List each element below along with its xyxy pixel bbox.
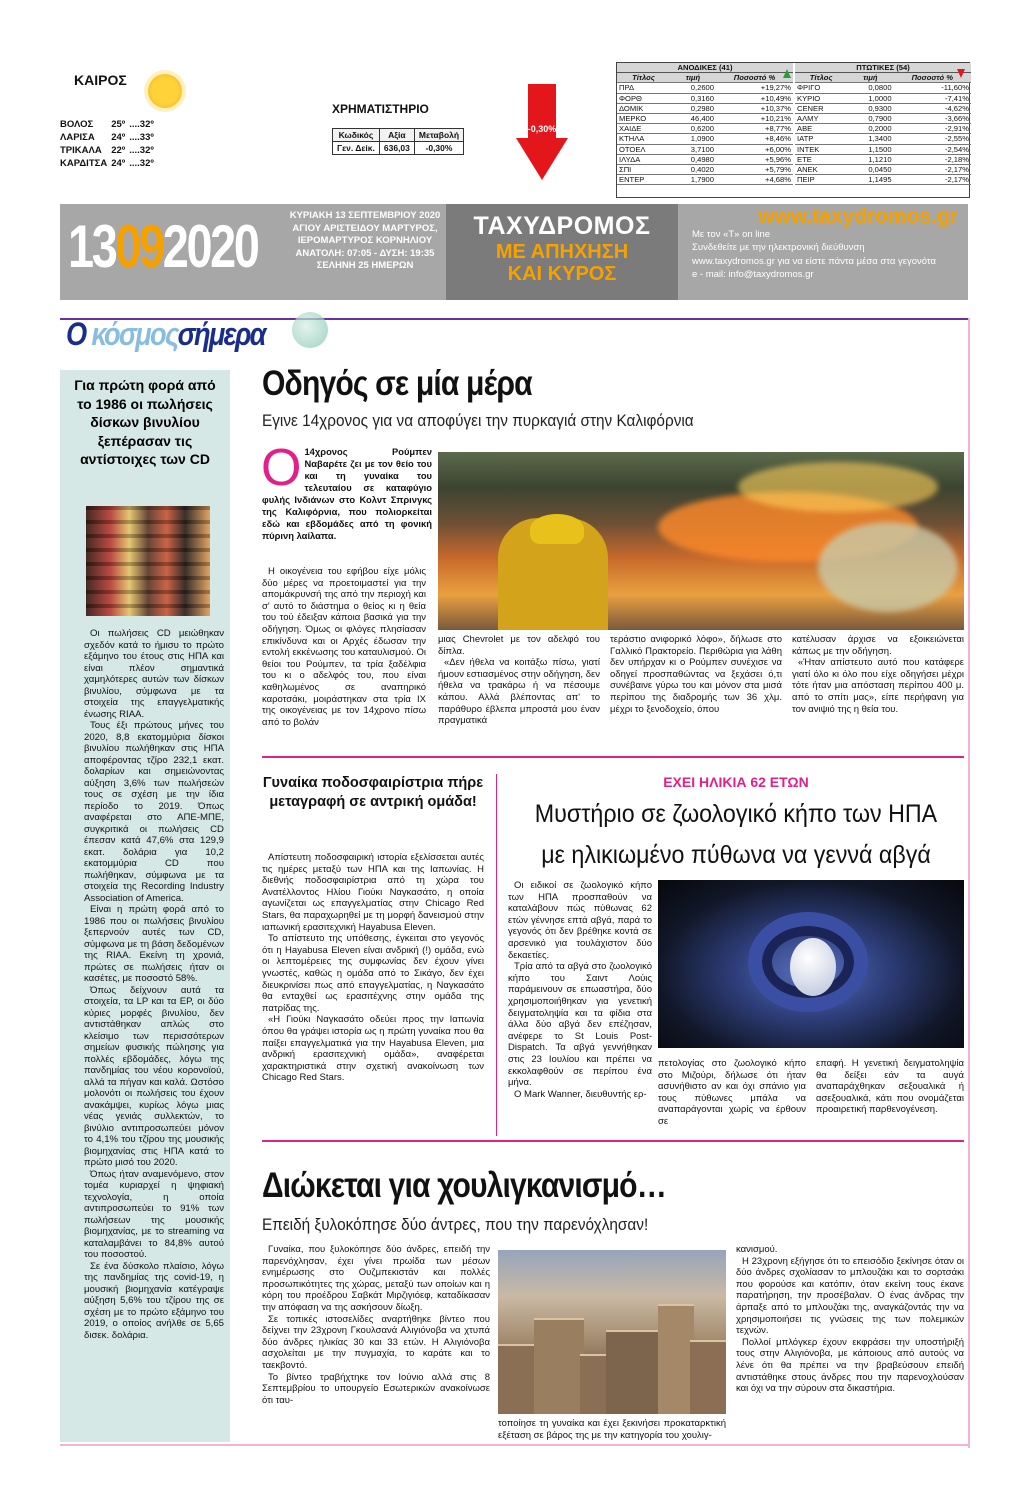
- day-info: [280, 210, 450, 273]
- paragraph: Οι πωλήσεις CD μειώθηκαν σχεδόν κατά το ήμισυ το πρώτο εξάμηνο του έτους στις ΗΠΑ και είναι πλέον σημαντικά χαμηλότερες αυτών των δίσκων βινυλίου, σύμφωνα με τα στοιχεία της επαγγελματικής ένωσης RIAA.: [84, 628, 224, 720]
- paragraph: Πολλοί μπλόγκερ έχουν εκφράσει την υποστήριξή τους στην Αλιγιόνοβα, με κάποιους από αυτούς να λένε ότι θα πρέπει να την βραβεύσουν επειδή αντιστάθηκε στους άνδρες που την παρενοχλούσαν και όχι να την σύρουν στα δικαστήρια.: [736, 1336, 964, 1395]
- divider: [262, 1140, 964, 1142]
- percent: -2,17%: [894, 175, 971, 185]
- article3-col2: [658, 1058, 806, 1128]
- price: 0,9300: [847, 103, 893, 113]
- sidebar-body: [84, 628, 224, 1341]
- article3-kicker: ΕΧΕΙ ΗΛΙΚΙΑ 62 ΕΤΩΝ: [663, 774, 809, 790]
- stock-cell: -0,30%: [414, 142, 463, 155]
- ticker: ΕΤΕ: [795, 154, 847, 164]
- temp-min: 24º: [111, 158, 126, 169]
- paper-name: ΤΑΧΥΔΡΟΜΟΣ: [473, 212, 651, 240]
- percent: -2,55%: [894, 134, 971, 144]
- market-row: [617, 154, 793, 164]
- web-info: [686, 204, 968, 300]
- percent: -3,66%: [894, 114, 971, 124]
- gainers-table: [617, 63, 793, 185]
- sun-icon: [148, 74, 182, 108]
- stock-header: Κωδικός: [333, 129, 380, 142]
- masthead-banner: [60, 204, 968, 300]
- price: 0,0800: [847, 83, 893, 93]
- ticker: ΔΟΜΙΚ: [617, 103, 670, 113]
- article3-col3: [816, 1058, 964, 1116]
- day-info-line: ΚΥΡΙΑΚΗ 13 ΣΕΠΤΕΜΒΡΙΟΥ 2020: [289, 210, 441, 221]
- percent: +19,27%: [716, 83, 793, 93]
- price: 0,7900: [847, 114, 893, 124]
- weather-label: ΚΑΙΡΟΣ: [74, 72, 127, 88]
- article1-lead: [261, 439, 432, 542]
- globe-icon: [292, 312, 328, 348]
- paragraph: Οι ειδικοί σε ζωολογικό κήπο των ΗΠΑ προσπαθούν να καταλάβουν πώς πύθωνας 62 ετών γέννησε επτά αβγά, παρά το γεγονός ότι δεν βρέθηκε κοντά σε αρσενικό για τουλάχιστον δύο δεκαετίες.: [508, 880, 652, 961]
- paragraph: πετολογίας στο ζωολογικό κήπο στο Μιζούρι, δήλωσε ότι ήταν ασυνήθιστο αν και όχι σπάνιο για τους πύθωνες μπάλα να αναπαράγονται χωρίς να έρθουν σε: [658, 1058, 806, 1127]
- date-day: 13: [68, 213, 116, 280]
- percent: -2,18%: [894, 154, 971, 164]
- market-tables: [616, 62, 970, 198]
- market-header: τιμή: [847, 73, 893, 83]
- market-row: [617, 175, 793, 185]
- city-photo: [498, 1250, 726, 1414]
- paragraph: Τρία από τα αβγά στο ζωολογικό κήπο του Σαιντ Λούις παράμεινουν σε επωαστήρα, δύο χρησιμοποιήθηκαν για γενετική δειγματοληψία και τα φίδια στα άλλα δύο αβγά δεν επέζησαν, ανέφερε το St Louis Post-Dispatch. Τα αβγά γεννήθηκαν στις 23 Ιουλίου και πρέπει να εκκολαφθούν σε περίπου ένα μήνα.: [508, 961, 652, 1089]
- ticker: ΑΛΜΥ: [795, 114, 847, 124]
- market-row: [795, 144, 971, 154]
- price: 1,1495: [847, 175, 893, 185]
- article1-col3: [610, 634, 782, 715]
- temp-min: 25º: [111, 119, 126, 130]
- market-row: [795, 165, 971, 175]
- temp-min: 24º: [111, 132, 126, 143]
- paragraph: Το απίστευτο της υπόθεσης, έγκειται στο γεγονός ότι η Hayabusa Eleven είναι ανδρική (!) ομάδα, ενώ οι λεπτομέρειες της συμφωνίας δεν έχουν γίνει γνωστές, καθώς η ομάδα από το Σικάγο, δεν έχει διευκρινίσει πως από επαγγελματίας, η Ναγκασάτο θα ενταχθεί ως ερασιτέχνης στην ομάδα της πατρίδας της.: [262, 933, 484, 1014]
- paragraph: Τους έξι πρώτους μήνες του 2020, 8,8 εκατομμύρια δίσκοι βινυλίου πωλήθηκαν στις ΗΠΑ αποφέροντας τζίρο 232,1 εκατ. δολαρίων και σημειώνοντας αύξηση 3,6% των πωλήσεών τους σε σχέση με την ίδια περίοδο το 2019. Όπως αναφέρεται στο ΑΠΕ-ΜΠΕ, συγκριτικά οι πωλήσεις CD έπεσαν κατά 47,6% στα 129,9 εκατ. δολάρια για 10,2 εκατομμύρια CD που πωλήθηκαν, σύμφωνα με τα στοιχεία της Recording Industry Association of America.: [84, 720, 224, 904]
- paragraph: επαφή. Η γενετική δειγματοληψία θα δείξει εάν τα αυγά αναπαράχθηκαν σεξουαλικά ή ασεξουαλικά, κάτι που ονομάζεται προαιρετική παρθενογένεση.: [816, 1058, 964, 1116]
- market-row: [795, 124, 971, 134]
- big-date: [68, 212, 258, 281]
- article3-col1: [508, 880, 652, 1100]
- title-line: Μυστήριο σε ζωολογικό κήπο των ΗΠΑ: [534, 800, 938, 828]
- price: 0,2000: [847, 124, 893, 134]
- paper-slogan: ΜΕ ΑΠΗΧΗΣΗ: [495, 241, 629, 263]
- ticker: ΠΕΙΡ: [795, 175, 847, 185]
- city-name: ΤΡΙΚΑΛΑ: [60, 145, 102, 156]
- ticker: ΦΟΡΘ: [617, 93, 670, 103]
- ticker: ΟΤΟΕΛ: [617, 144, 670, 154]
- percent: -2,91%: [894, 124, 971, 134]
- paragraph: Σε ένα δύσκολο πλαίσιο, λόγω της πανδημίας της covid-19, η μουσική βιομηχανία κατέγραψε αύξηση 5,6% του τζίρου της σε σχέση με το πρώτο εξάμηνο του 2019, ο οποίος ανήλθε σε 5,65 δισεκ. δολάρια.: [84, 1260, 224, 1341]
- temp-max: ....32º: [129, 145, 154, 156]
- drop-cap: Ο: [261, 439, 302, 497]
- city-name: ΚΑΡΔΙΤΣΑ: [60, 158, 108, 169]
- paragraph: Σε τοπικές ιστοσελίδες αναρτήθηκε βίντεο που δείχνει την 23χρονη Γκουλσανά Αλιγιόνοβα να χτυπά δύο άνδρες ηλικίας 30 και 33 ετών. Η Αλιγιόνοβα ασχολείται με την πυγμαχία, το καράτε και το ταεκβοντό.: [262, 1313, 490, 1371]
- price: 3,7100: [670, 144, 716, 154]
- paragraph: Η οικογένεια του εφήβου είχε μόλις δύο μέρες να προετοιμαστεί για την απομάκρυνσή της από την περιοχή και σ' αυτό το διάστημα ο θείος κι η θεία του τού έδειξαν κάποια βασικά για την οδήγηση. Όμως οι φλόγες πλησίασαν επικίνδυνα και οι Αρχές έδωσαν την εντολή εκκένωσης του καταυλισμού. Οι θείοι του Ρούμπεν, τα τρία ξαδέλφια του κι ο αδελφός του, που είναι καθηλωμένος σε αναπηρικό καροτσάκι, μοιράστηκαν στα τρία ΙΧ της οικογένειας με τον 14χρονο πίσω από το βολάν: [262, 566, 426, 728]
- paragraph: Όπως ήταν αναμενόμενο, στον τομέα κυριαρχεί η ψηφιακή τεχνολογία, η οποία αντιπροσωπεύει το 91% των πωλήσεων της μουσικής βιομηχανίας, με το streaming να καταλαμβάνει το 84,8% αυτού του ποσοστού.: [84, 1168, 224, 1260]
- python-photo: [658, 880, 964, 1048]
- paragraph: Η 23χρονη εξήγησε ότι το επεισόδιο ξεκίνησε όταν οι δύο άνδρες σχολίασαν το μπλουζάκι και το σορτσάκι που φορούσε και κατόπιν, όταν εκείνη τους έκανε παρατήρηση, την προσέβαλαν. Ο ένας άνδρας την άρπαξε από το μπλουζάκι της, αναγκάζοντάς την να χρησιμοποιήσει τις γνώσεις της των πολεμικών τεχνών.: [736, 1255, 964, 1337]
- market-row: [795, 93, 971, 103]
- paragraph: «Η Γιούκι Ναγκασάτο οδεύει προς την Ιαπωνία όπου θα γράψει ιστορία ως η πρώτη γυναίκα που θα παίξει επαγγελματικά για την Hayabusa Eleven, μια ανδρική ερασιτεχνική ομάδα», αναφέρεται χαρακτηριστικά στην σχετική ανακοίνωση των Chicago Red Stars.: [262, 1014, 484, 1084]
- paragraph: Όπως δείχνουν αυτά τα στοιχεία, τα LP και τα EP, οι δύο κύριες μορφές βινυλίου, δεν αντιστάθηκαν απλώς στο κλείσιμο των περισσότερων σημείων φυσικής πώλησης για πολλές εβδομάδες, λόγω της πανδημίας του νέου κορονοϊού, αλλά τα πήγαν και καλά. Ωστόσο μολονότι οι πωλήσεις του έχουν ανακάμψει, κυρίως λόγω μιας νέας γενιάς συλλεκτών, το βινύλιο αντιπροσωπεύει μόνον το 4,1% του τζίρου της μουσικής βιομηχανίας στις ΗΠΑ κατά το πρώτο μισό του 2020.: [84, 984, 224, 1168]
- ticker: ΙΝΤΕΚ: [795, 144, 847, 154]
- price: 1,3400: [847, 134, 893, 144]
- market-row: [617, 83, 793, 93]
- ticker: ΙΑΤΡ: [795, 134, 847, 144]
- paragraph: Απίστευτη ποδοσφαιρική ιστορία εξελίσσεται αυτές τις ημέρες μεταξύ των ΗΠΑ και της Ιαπωνίας. Η διεθνής ποδοσφαιρίστρια από τη χώρα του Ανατέλλοντος Ηλίου Γιούκι Ναγκασάτο, η οποία αγωνίζεται ως επαγγελματίας στην Chicago Red Stars, θα παραχωρηθεί με τη μορφή δανεισμού στην ιαπωνική ερασιτεχνική Hayabusa Eleven.: [262, 852, 484, 933]
- percent: -2,54%: [894, 144, 971, 154]
- ticker: ΚΤΗΛΑ: [617, 134, 670, 144]
- down-arrow-small-icon: [957, 69, 965, 78]
- market-header: Ποσοστό %: [894, 73, 971, 83]
- sidebar-article: [60, 370, 230, 1442]
- price: 0,2980: [670, 103, 716, 113]
- ticker: ΠΡΔ: [617, 83, 670, 93]
- percent: +6,00%: [716, 144, 793, 154]
- article4-subtitle: Επειδή ξυλοκόπησε δύο άντρες, που την παρενόχλησαν!: [262, 1216, 649, 1234]
- price: 0,3160: [670, 93, 716, 103]
- email-link[interactable]: e - mail: info@taxydromos.gr: [692, 269, 814, 280]
- percent: -7,41%: [894, 93, 971, 103]
- percent: +5,79%: [716, 165, 793, 175]
- weather-box: [60, 66, 210, 174]
- price: 1,7900: [670, 175, 716, 185]
- percent: +8,46%: [716, 134, 793, 144]
- record-store-photo: [86, 506, 210, 616]
- article1-col1: [262, 566, 426, 728]
- market-row: [795, 134, 971, 144]
- market-row: [795, 154, 971, 164]
- article4-col3: [736, 1244, 964, 1395]
- market-row: [617, 134, 793, 144]
- temp-max: ....33º: [129, 132, 154, 143]
- price: 1,0000: [847, 93, 893, 103]
- ticker: ΑΒΕ: [795, 124, 847, 134]
- percent: +10,37%: [716, 103, 793, 113]
- city-name: ΛΑΡΙΣΑ: [60, 132, 95, 143]
- price: 0,0450: [847, 165, 893, 175]
- web-line: Με τον «Τ» on line: [692, 228, 771, 240]
- ticker: ΜΕΡΚΟ: [617, 114, 670, 124]
- paper-slogan: ΚΑΙ ΚΥΡΟΣ: [507, 263, 617, 285]
- sidebar-headline: Για πρώτη φορά από το 1986 οι πωλήσεις δίσκων βινυλίου ξεπέρασαν τις αντίστοιχες των CD: [74, 377, 216, 467]
- market-header: Τίτλος: [617, 73, 670, 83]
- price: 0,4020: [670, 165, 716, 175]
- paragraph: Γυναίκα, που ξυλοκόπησε δύο άνδρες, επειδή την παρενόχλησαν, έχει γίνει πρωίδα των μέσων ενημέρωσης στο Ουζμπεκιστάν και πολλές προσωπικότητες της χώρας, μεταξύ των οποίων και η κόρη του προέδρου Σαβκάτ Μιρζιγιόεφ, καταδίκασαν την απόφαση να της ασκήσουν δίωξη.: [262, 1244, 490, 1313]
- stock-title: ΧΡΗΜΑΤΙΣΤΗΡΙΟ: [332, 102, 429, 116]
- up-arrow-icon: [783, 69, 791, 78]
- down-arrow-icon: [516, 84, 568, 180]
- divider: [262, 756, 964, 758]
- losers-table: [795, 63, 971, 185]
- website-link[interactable]: www.taxydromos.gr: [758, 205, 958, 228]
- stock-cell: Γεν. Δείκ.: [333, 142, 380, 155]
- date-year: 2020: [162, 213, 258, 280]
- ticker: ΦΡΙΓΟ: [795, 83, 847, 93]
- percent: +5,96%: [716, 154, 793, 164]
- paragraph: Ο Mark Wanner, διευθυντής ερ-: [514, 1088, 647, 1100]
- market-header: Ποσοστό %: [716, 73, 793, 83]
- section-simera: σήμερα: [177, 316, 265, 352]
- market-row: [617, 93, 793, 103]
- percent: -4,62%: [894, 103, 971, 113]
- paragraph: μιας Chevrolet με τον αδελφό του δίπλα.: [438, 634, 600, 657]
- percent: +8,77%: [716, 124, 793, 134]
- article1-title: Οδηγός σε μία μέρα: [262, 364, 532, 403]
- temp-max: ....32º: [129, 119, 154, 130]
- market-row: [795, 83, 971, 93]
- market-row: [795, 103, 971, 113]
- percent: -11,60%: [894, 83, 971, 93]
- ticker: ΚΥΡΙΟ: [795, 93, 847, 103]
- border-line: [968, 318, 970, 1448]
- stock-header: Μεταβολή: [414, 129, 463, 142]
- wildfire-photo: [438, 452, 964, 630]
- day-info-line: ΙΕΡΟΜΑΡΤΥΡΟΣ ΚΟΡΝΗΛΙΟΥ: [297, 235, 433, 246]
- price: 0,6200: [670, 124, 716, 134]
- stock-table: [332, 128, 464, 155]
- market-row: [617, 103, 793, 113]
- paragraph: «Δεν ήθελα να κοιτάξω πίσω, γιατί ήμουν εστιασμένος στην οδήγηση, δεν ήθελα να τρακάρω ή να πέσουμε κάπου. Αλλά βλέποντας απ' το παράθυρο έβλεπα μπροστά μου έναν πραγματικά: [438, 657, 600, 727]
- market-row: [617, 114, 793, 124]
- divider: [496, 774, 497, 1136]
- weather-row: [60, 118, 158, 131]
- section-title: [66, 316, 265, 353]
- article4-col1: [262, 1244, 490, 1406]
- arrow-percent: -0,30%: [527, 124, 557, 134]
- paragraph: Είναι η πρώτη φορά από το 1986 που οι πωλήσεις βινυλίου ξεπερνούν αυτές των CD, σύμφωνα με τη βάση δεδομένων της RIAA. Εκείνη τη χρονιά, πρώτες σε πωλήσεις ήταν οι κασέτες, με ποσοστό 58%.: [84, 904, 224, 984]
- price: 1,0900: [670, 134, 716, 144]
- day-info-line: ΑΝΑΤΟΛΗ: 07:05 - ΔΥΣΗ: 19:35: [295, 247, 435, 259]
- ticker: ΙΛΥΔΑ: [617, 154, 670, 164]
- percent: +10,49%: [716, 93, 793, 103]
- percent: +4,68%: [716, 175, 793, 185]
- ticker: ΑΝΕΚ: [795, 165, 847, 175]
- section-kosmos: κόσμος: [91, 316, 178, 352]
- title-line: με ηλικιωμένο πύθωνα να γεννά αβγά: [541, 841, 931, 869]
- ticker: ΣΠΙ: [617, 165, 670, 175]
- percent: -2,17%: [894, 165, 971, 175]
- section-o: Ο: [66, 316, 86, 352]
- day-info-line: ΣΕΛΗΝΗ 25 ΗΜΕΡΩΝ: [316, 260, 414, 271]
- article1-subtitle: Εγινε 14χρονος για να αποφύγει την πυρκαγιά στην Καλιφόρνια: [262, 412, 694, 430]
- market-row: [795, 114, 971, 124]
- article2-title: Γυναίκα ποδοσφαιρίστρια πήρε μεταγραφή σε αντρική ομάδα!: [262, 775, 484, 810]
- price: 1,1500: [847, 144, 893, 154]
- stock-cell: 636,03: [379, 142, 414, 155]
- article1-col2: [438, 634, 600, 727]
- weather-row: [60, 131, 158, 144]
- market-row: [617, 124, 793, 134]
- article3-title: [524, 794, 948, 876]
- weather-row: [60, 157, 158, 170]
- temp-min: 22º: [111, 145, 126, 156]
- price: 0,4980: [670, 154, 716, 164]
- web-line: www.taxydromos.gr για να είστε πάντα μέσα στα γεγονότα: [692, 255, 936, 267]
- percent: +10,21%: [716, 114, 793, 124]
- city-name: ΒΟΛΟΣ: [60, 119, 94, 130]
- price: 46,400: [670, 114, 716, 124]
- article2-body: [262, 852, 484, 1084]
- price: 0,2600: [670, 83, 716, 93]
- price: 1,1210: [847, 154, 893, 164]
- ticker: ΕΝΤΕΡ: [617, 175, 670, 185]
- lead-text: 14χρονος Ρούμπεν Ναβαρέτε ζει με τον θείο του και τη γυναίκα του τελευταίου σε καταφύγιο φυλής Ινδιάνων στο Κολντ Σπρινγκς της Καλιφόρνια, που πολιορκείται εδώ και εβδομάδες από τη φονική πύρινη λαίλαπα.: [262, 446, 432, 541]
- paragraph: κανισμού.: [736, 1244, 778, 1255]
- day-info-line: ΑΓΙΟΥ ΑΡΙΣΤΕΙΔΟΥ ΜΑΡΤΥΡΟΣ,: [292, 222, 438, 234]
- weather-row: [60, 144, 158, 157]
- paper-logo: [446, 204, 678, 300]
- ticker: CENER: [795, 103, 847, 113]
- market-title: ΑΝΟΔΙΚΕΣ (41): [617, 63, 793, 73]
- paragraph: κατέλυσαν άρχισε να εξοικειώνεται κάπως με την οδήγηση.: [792, 634, 964, 657]
- paragraph: τοποίησε τη γυναίκα και έχει ξεκινήσει προκαταρκτική εξέταση σε βάρος της με την κατηγορία του χουλιγ-: [498, 1418, 726, 1441]
- market-row: [617, 165, 793, 175]
- temp-max: ....32º: [129, 158, 154, 169]
- web-line: Συνδεθείτε με την ηλεκτρονική διεύθυνση: [692, 242, 865, 253]
- date-month: 09: [115, 213, 163, 280]
- market-header: Τίτλος: [795, 73, 847, 83]
- ticker: ΧΑΙΔΕ: [617, 124, 670, 134]
- paragraph: τεράστιο ανιφορικό λόφο», δήλωσε στο Γαλλικό Πρακτορείο. Περιθώρια για λάθη δεν υπήρχαν κι ο Ρούμπεν συνέχισε να οδηγεί προσπαθώντας να ξεχάσει ό,τι συνέβαινε γύρω του και μόνον στα μισά περίπου της διαδρομής των 36 χλμ. μέχρι το ξενοδοχείο, όπου: [610, 634, 782, 715]
- article1-col4: [792, 634, 964, 715]
- weather-table: [60, 118, 158, 170]
- paragraph: Το βίντεο τραβήχτηκε τον Ιούνιο αλλά στις 8 Σεπτεμβρίου το υπουργείο Εσωτερικών ανακοίνωσε ότι ταυ-: [262, 1371, 490, 1406]
- stock-header: Αξία: [379, 129, 414, 142]
- article4-title: Διώκεται για χουλιγκανισμό…: [262, 1166, 666, 1205]
- border-line: [60, 1444, 968, 1446]
- market-header: τιμή: [670, 73, 716, 83]
- market-title: ΠΤΩΤΙΚΕΣ (54): [795, 63, 971, 73]
- article4-col2: [498, 1418, 726, 1441]
- paragraph: «Ήταν απίστευτο αυτό που κατάφερε γιατί όλο κι όλο που είχε οδηγήσει μέχρι τότε ήταν μια απόσταση περίπου 400 μ. από το σπίτι μας», είπε περήφανη για τον ανιψιό της η θεία του.: [792, 657, 964, 715]
- market-row: [617, 144, 793, 154]
- market-row: [795, 175, 971, 185]
